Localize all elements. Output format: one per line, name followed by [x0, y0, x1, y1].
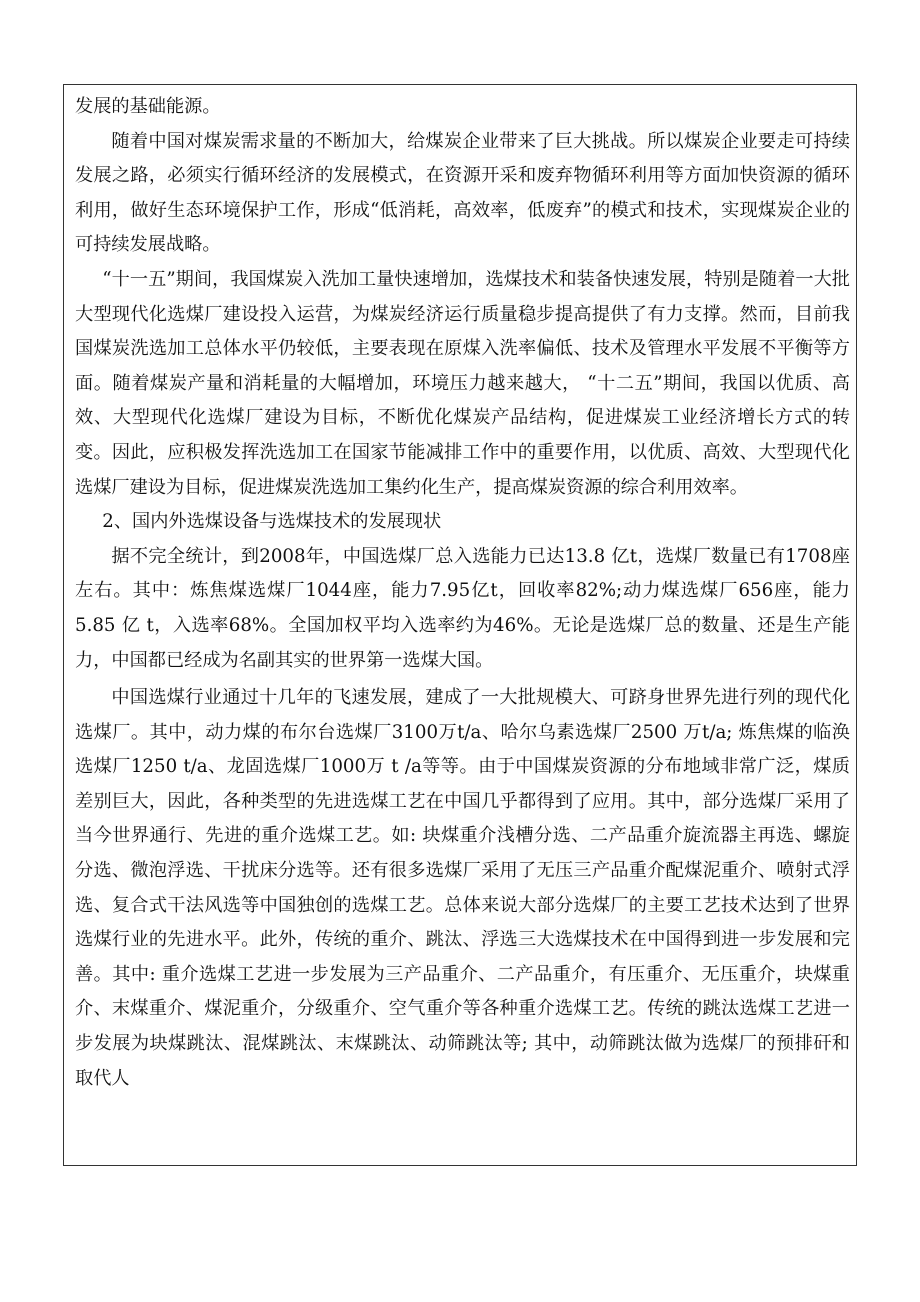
- paragraph-five-year-plans: “十一五”期间，我国煤炭入洗加工量快速增加，选煤技术和装备快速发展，特别是随着一大批大型现代化选煤厂建设投入运营，为煤炭经济运行质量稳步提高提供了有力支撑。然而，目前我国煤炭洗选加工总体水平仍较低，主要表现在原煤入洗率偏低、技术及管理水平发展不平衡等方面。随着煤炭产量和消耗量的大幅增加，环境压力越来越大， “十二五”期间，我国以优质、高效、大型现代化选煤厂建设为目标，不断优化煤炭产品结构，促进煤炭工业经济增长方式的转变。因此，应积极发挥洗选加工在国家节能减排工作中的重要作用，以优质、高效、大型现代化选煤厂建设为目标，促进煤炭洗选加工集约化生产，提高煤炭资源的综合利用效率。: [75, 268, 850, 498]
- document-body: [75, 90, 850, 1096]
- paragraph-industry-development: 中国选煤行业通过十几年的飞速发展，建成了一大批规模大、可跻身世界先进行列的现代化选煤厂。其中，动力煤的布尔台选煤厂3100万t/a、哈尔乌素选煤厂2500 万t/a; 炼焦煤的临涣选煤厂1250 t/a、龙固选煤厂1000万 t /a等等。由于中国煤炭资源的分布地域非常广泛，煤质差别巨大，因此，各种类型的先进选煤工艺在中国几乎都得到了应用。其中，部分选煤厂采用了当今世界通行、先进的重介选煤工艺。如: 块煤重介浅槽分选、二产品重介旋流器主再选、螺旋分选、微泡浮选、干扰床分选等。还有很多选煤厂采用了无压三产品重介配煤泥重介、喷射式浮选、复合式干法风选等中国独创的选煤工艺。总体来说大部分选煤厂的主要工艺技术达到了世界选煤行业的先进水平。此外，传统的重介、跳汰、浮选三大选煤技术在中国得到进一步发展和完善。其中: 重介选煤工艺进一步发展为三产品重介、二产品重介，有压重介、无压重介，块煤重介、末煤重介、煤泥重介，分级重介、空气重介等各种重介选煤工艺。传统的跳汰选煤工艺进一步发展为块煤跳汰、混煤跳汰、末煤跳汰、动筛跳汰等; 其中，动筛跳汰做为选煤厂的预排矸和取代人: [75, 687, 850, 1089]
- paragraph-continuation: 发展的基础能源。: [75, 96, 221, 117]
- section-heading: 2、国内外选煤设备与选煤技术的发展现状: [102, 511, 442, 533]
- paragraph-sustainable-development: 随着中国对煤炭需求量的不断加大，给煤炭企业带来了巨大挑战。所以煤炭企业要走可持续发展之路，必须实行循环经济的发展模式，在资源开采和废弃物循环利用等方面加快资源的循环利用，做好生态环境保护工作，形成“低消耗，高效率，低废弃”的模式和技术，实现煤炭企业的可持续发展战略。: [75, 130, 850, 256]
- paragraph-statistics: 据不完全统计，到2008年，中国选煤厂总入选能力已达13.8 亿t，选煤厂数量已有1708座左右。其中：炼焦煤选煤厂1044座，能力7.95亿t，回收率82%;动力煤选煤厂656座，能力5.85 亿 t，入选率68%。全国加权平均入选率约为46%。无论是选煤厂总的数量、还是生产能力，中国都已经成为名副其实的世界第一选煤大国。: [75, 545, 850, 671]
